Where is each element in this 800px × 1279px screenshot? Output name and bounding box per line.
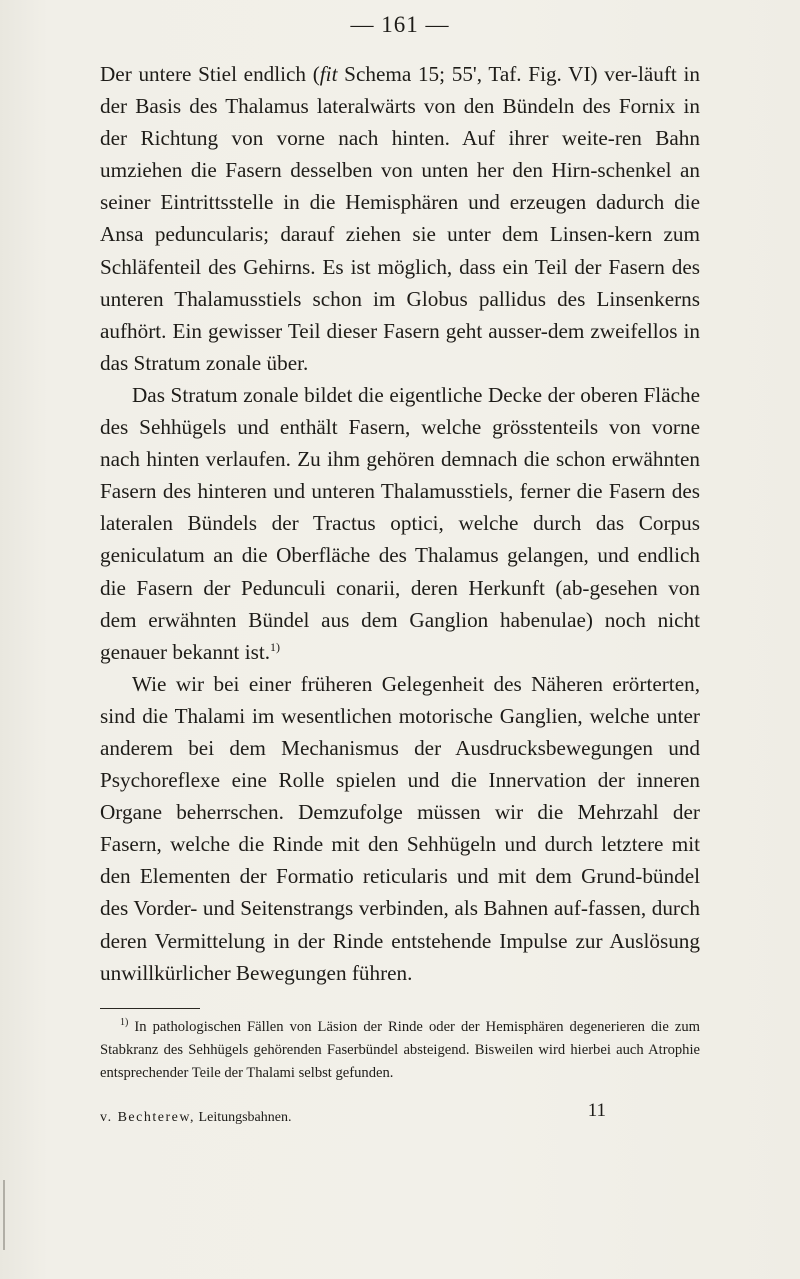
paragraph-2 xyxy=(100,379,700,668)
footnote-mark: 1) xyxy=(120,1017,129,1029)
paragraph-1-reference: fit xyxy=(319,62,338,86)
signature-mark: 11 xyxy=(587,1100,606,1121)
page-footer xyxy=(100,1100,700,1126)
footnote xyxy=(100,1016,700,1085)
footer-work: Leitungsbahnen. xyxy=(195,1110,292,1125)
page-number: — 161 — xyxy=(350,12,450,37)
paragraph-3-text: Wie wir bei einer früheren Gelegenheit des Näheren erörterten, sind die Thalami im wesentlichen motorische Ganglien, welche unter anderem bei dem Mechanismus der Ausdrucksbewegungen und Psychoreflexe eine Rolle spielen und die Innervation der inneren Organe beherrschen. Demzufolge müssen wir die Mehrzahl der Fasern, welche die Rinde mit den Sehhügeln und durch letztere mit den Elementen der Formatio reticularis und mit dem Grund-bündel des Vorder- und Seitenstrangs verbinden, als Bahnen auf-fassen, durch deren Vermittelung in der Rinde entstehende Impulse zur Auslösung unwillkürlicher Bewegungen führen. xyxy=(100,671,700,985)
paragraph-1-rest: Schema 15; 55', Taf. Fig. VI) ver-läuft in der Basis des Thalamus lateralwärts von den Bündeln des Fornix in der Richtung von vorne nach hinten. Auf ihrer weite-ren Bahn umziehen die Fasern desselben von unten her den Hirn-schenkel an seiner Eintrittsstelle in die Hemisphären und erzeugen dadurch die Ansa peduncularis; darauf ziehen sie unter dem Linsen-kern zum Schläfenteil des Gehirns. Es ist möglich, dass ein Teil der Fasern des unteren Thalamusstiels schon im Globus pallidus des Linsenkerns aufhört. Ein gewisser Teil dieser Fasern geht ausser-dem zweifellos in das Stratum zonale über. xyxy=(100,62,700,375)
paragraph-1-start: Der untere Stiel endlich ( xyxy=(100,62,320,86)
paragraph-3 xyxy=(100,668,700,989)
footnote-reference: 1) xyxy=(270,639,281,654)
paragraph-2-text: Das Stratum zonale bildet die eigentliche Decke der oberen Fläche des Sehhügels und enthält Fasern, welche grösstenteils von vorne nach hinten verlaufen. Zu ihm gehören demnach die schon erwähnten Fasern des hinteren und unteren Thalamusstiels, ferner die Fasern des lateralen Bündels der Tractus optici, welche durch das Corpus geniculatum an die Oberfläche des Thalamus gelangen, und endlich die Fasern der Pedunculi conarii, deren Herkunft (ab-gesehen von dem erwähnten Bündel aus dem Ganglion habenulae) noch nicht genauer bekannt ist. xyxy=(100,382,700,664)
main-text xyxy=(100,58,700,989)
footer-author: v. Bechterew, xyxy=(100,1110,196,1125)
paragraph-1 xyxy=(100,58,700,379)
footnote-text: In pathologischen Fällen von Läsion der Rinde oder der Hemisphären degenerieren die zum Stabkranz des Sehhügels gehörenden Faserbündel absteigend. Bisweilen wird hierbei auch Atrophie entsprechender Teile der Thalami selbst gefunden. xyxy=(100,1019,700,1081)
footnote-divider xyxy=(100,1008,200,1009)
scan-edge-mark xyxy=(3,1180,5,1250)
